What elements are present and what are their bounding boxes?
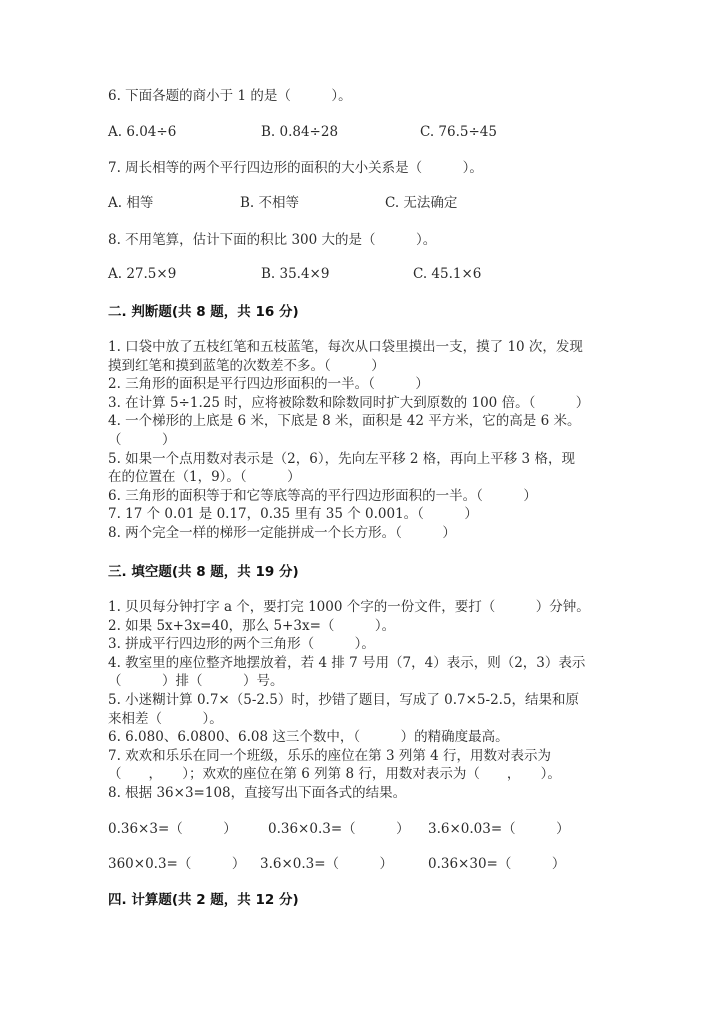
item-line: 5. 小迷糊计算 0.7×（5-2.5）时，抄错了题目，写成了 0.7×5-2.5，结果和原 — [108, 692, 580, 708]
item-line: 2. 三角形的面积是平行四边形面积的一半。（ ） — [108, 376, 429, 392]
option-c: C. 无法确定 — [385, 195, 458, 211]
calc-item: 3.6×0.03=（ ） — [428, 821, 570, 837]
section-heading: 二. 判断题(共 8 题，共 16 分) — [108, 304, 299, 320]
option-a: A. 6.04÷6 — [108, 124, 177, 140]
calc-item: 0.36×3=（ ） — [108, 821, 237, 837]
question-stem: 8. 不用笔算，估计下面的积比 300 大的是（ ）。 — [108, 232, 437, 248]
item-line: 7. 17 个 0.01 是 0.17，0.35 里有 35 个 0.001。（ ） — [108, 506, 478, 522]
item-line: 摸到红笔和摸到蓝笔的次数差不多。（ ） — [108, 358, 385, 374]
item-line: 3. 在计算 5÷1.25 时，应将被除数和除数同时扩大到原数的 100 倍。（ ） — [108, 395, 590, 411]
option-a: A. 相等 — [108, 195, 154, 211]
option-b: B. 0.84÷28 — [261, 124, 339, 140]
item-line: （ ， ）；欢欢的座位在第 6 列第 8 行，用数对表示为（ ， ）。 — [108, 766, 561, 782]
option-c: C. 45.1×6 — [413, 266, 482, 282]
item-line: 8. 根据 36×3=108，直接写出下面各式的结果。 — [108, 785, 407, 801]
section-heading: 四. 计算题(共 2 题，共 12 分) — [108, 892, 299, 908]
item-line: 8. 两个完全一样的梯形一定能拼成一个长方形。（ ） — [108, 525, 456, 541]
option-a: A. 27.5×9 — [108, 266, 177, 282]
question-stem: 6. 下面各题的商小于 1 的是（ ）。 — [108, 88, 352, 104]
item-line: 2. 如果 5x+3x=40，那么 5+3x=（ ）。 — [108, 618, 396, 634]
option-b: B. 35.4×9 — [261, 266, 330, 282]
item-line: 来相差（ ）。 — [108, 711, 223, 727]
calc-item: 0.36×30=（ ） — [428, 856, 566, 872]
item-line: 1. 口袋中放了五枝红笔和五枝蓝笔，每次从口袋里摸出一支，摸了 10 次，发现 — [108, 339, 583, 355]
item-line: 3. 拼成平行四边形的两个三角形（ ）。 — [108, 636, 375, 652]
item-line: 5. 如果一个点用数对表示是（2，6），先向左平移 2 格，再向上平移 3 格，现 — [108, 451, 575, 467]
calc-item: 360×0.3=（ ） — [108, 856, 246, 872]
option-b: B. 不相等 — [240, 195, 300, 211]
section-heading: 三. 填空题(共 8 题，共 19 分) — [108, 564, 299, 580]
item-line: 在的位置在（1，9）。（ ） — [108, 469, 301, 485]
item-line: 6. 6.080、6.0800、6.08 这三个数中，（ ）的精确度最高。 — [108, 729, 509, 745]
item-line: （ ） — [108, 432, 176, 448]
item-line: （ ）排（ ）号。 — [108, 673, 284, 689]
item-line: 7. 欢欢和乐乐在同一个班级，乐乐的座位在第 3 列第 4 行，用数对表示为 — [108, 748, 552, 764]
option-c: C. 76.5÷45 — [420, 124, 497, 140]
item-line: 1. 贝贝每分钟打字 a 个，要打完 1000 个字的一份文件，要打（ ）分钟。 — [108, 599, 590, 615]
question-stem: 7. 周长相等的两个平行四边形的面积的大小关系是（ ）。 — [108, 160, 483, 176]
calc-item: 3.6×0.3=（ ） — [260, 856, 394, 872]
item-line: 6. 三角形的面积等于和它等底等高的平行四边形面积的一半。（ ） — [108, 488, 537, 504]
item-line: 4. 教室里的座位整齐地摆放着，若 4 排 7 号用（7，4）表示，则（2，3）表示 — [108, 655, 586, 671]
calc-item: 0.36×0.3=（ ） — [268, 821, 410, 837]
item-line: 4. 一个梯形的上底是 6 米，下底是 8 米，面积是 42 平方米，它的高是 6 米。 — [108, 413, 581, 429]
